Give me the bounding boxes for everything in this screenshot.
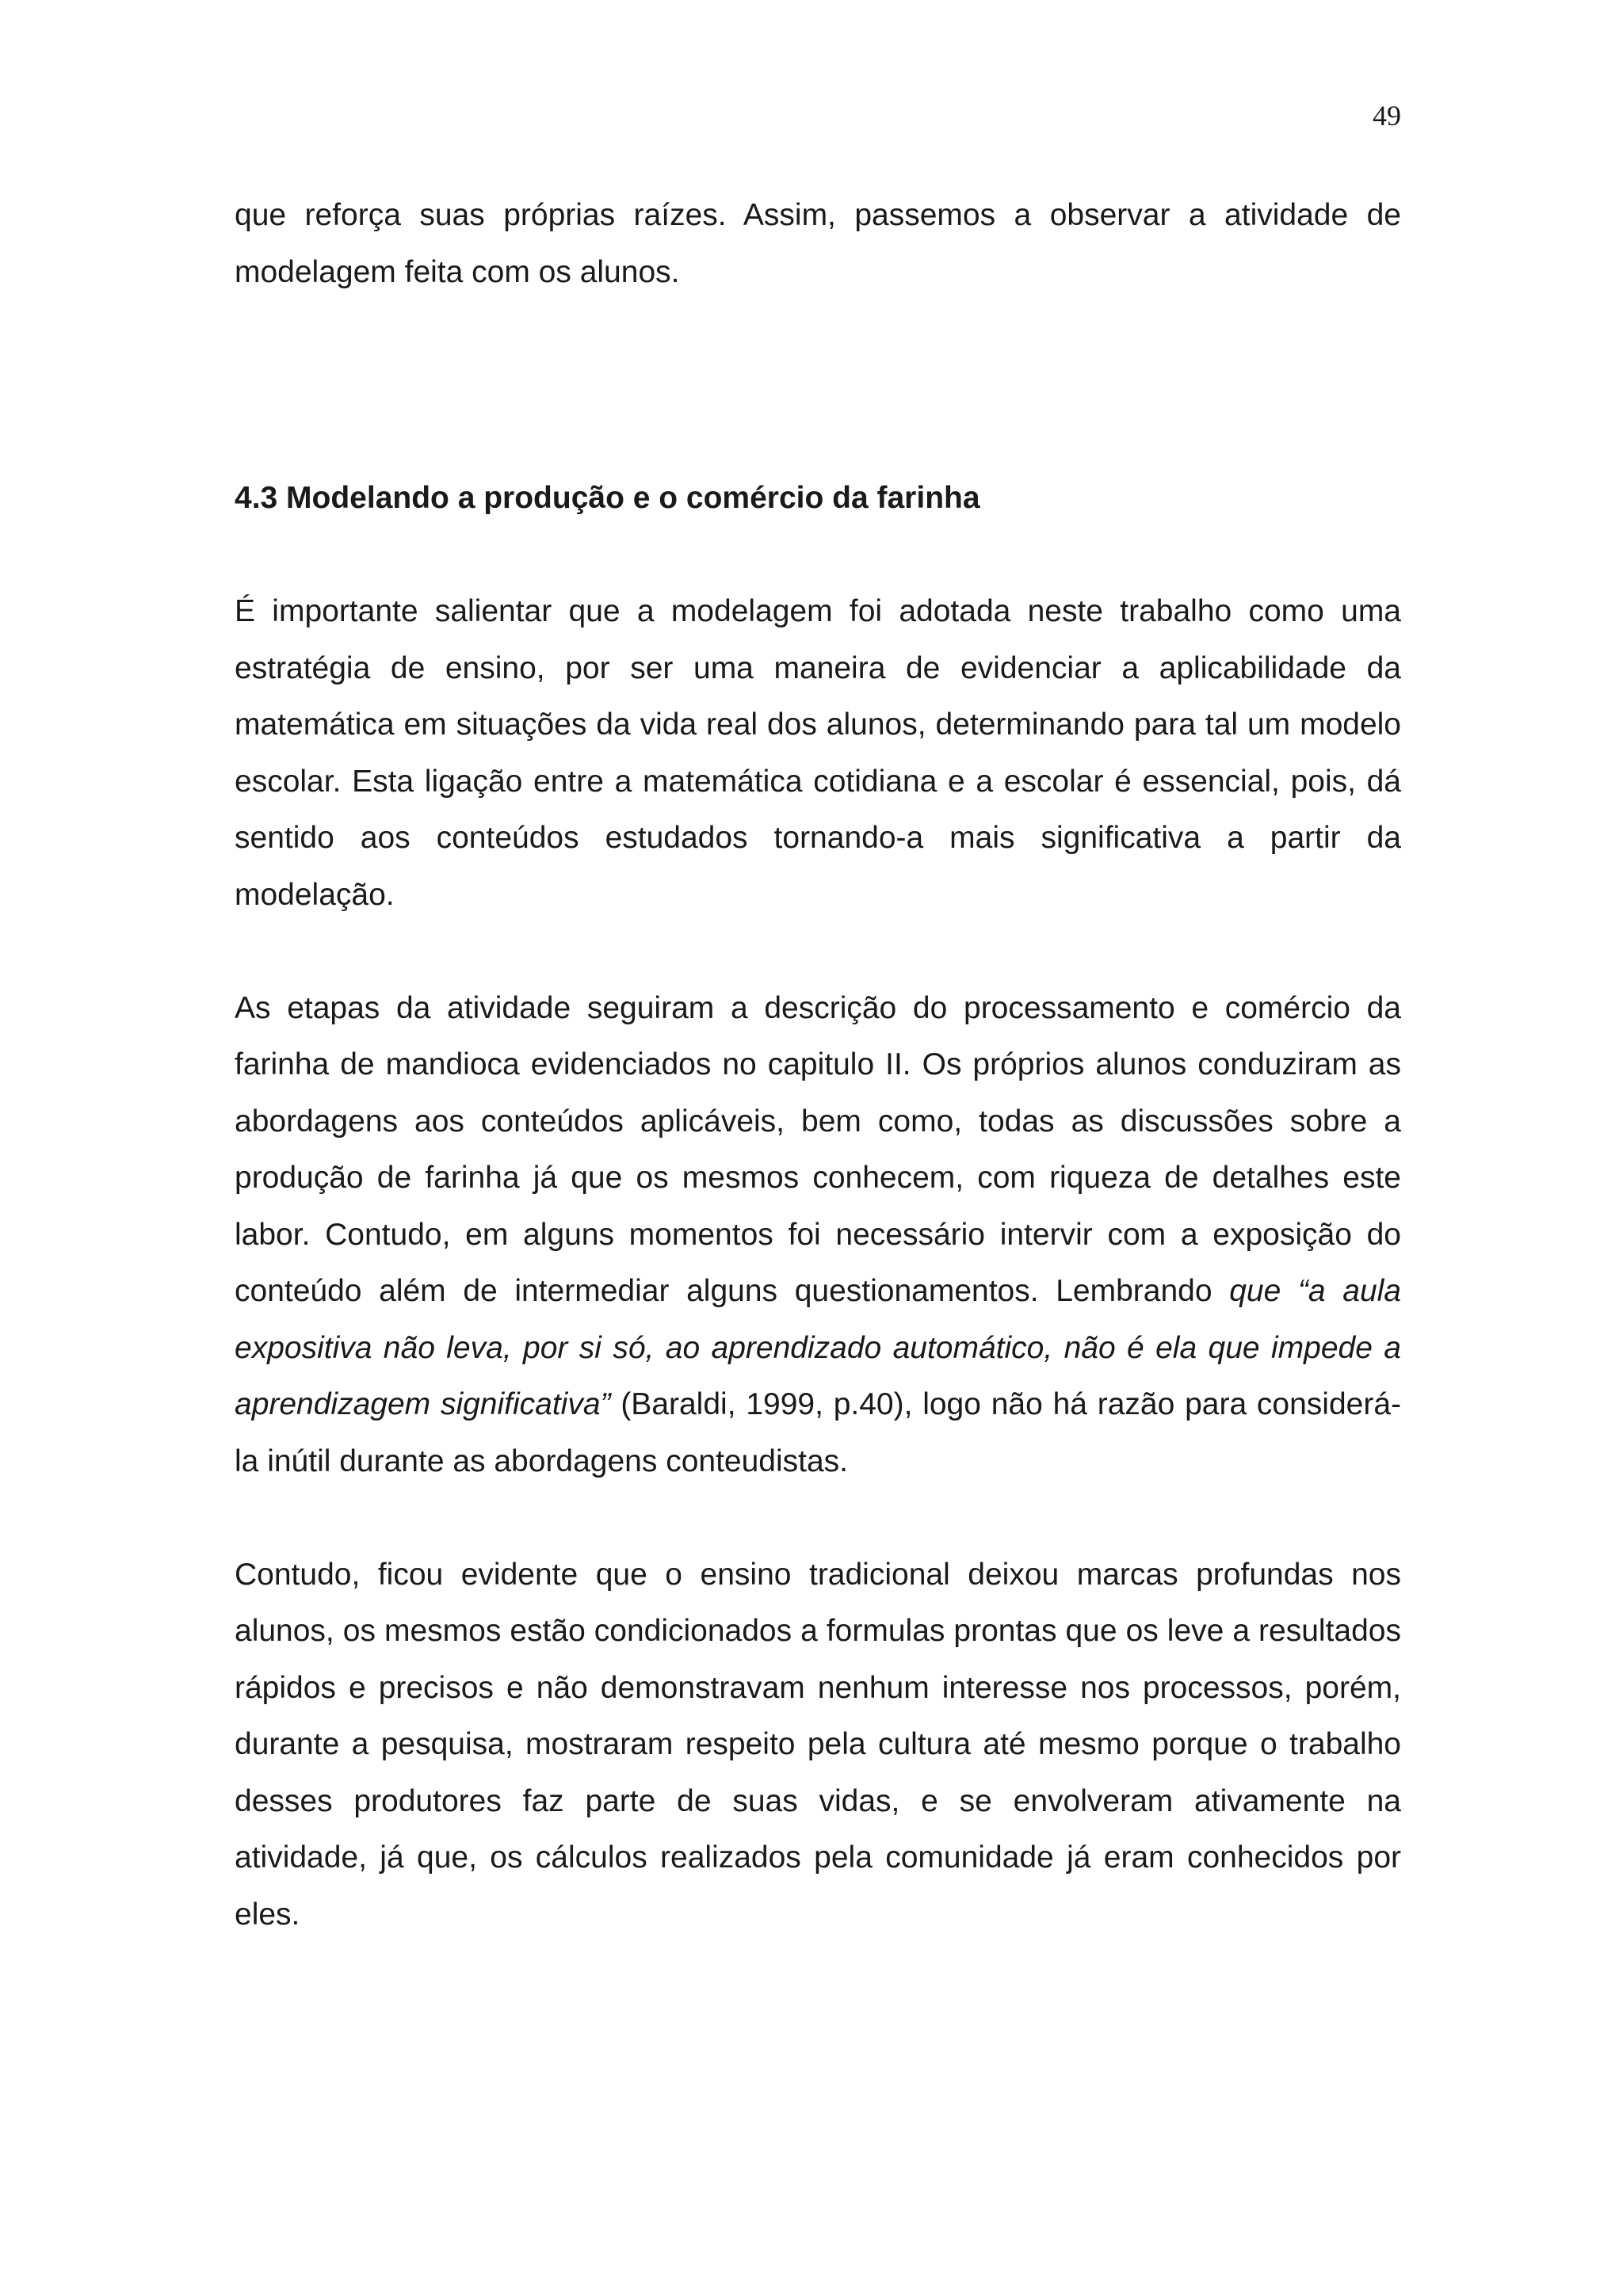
paragraph-modelagem: É importante salientar que a modelagem foi adotada neste trabalho como uma estratégia de ensino, por ser uma maneira de evidenciar a aplicabilidade da matemática em situações da vida real dos alunos, determinando para tal um modelo escolar. Esta ligação entre a matemática cotidiana e a escolar é essencial, pois, dá sentido aos conteúdos estudados tornando-a mais significativa a partir da modelação.: [235, 594, 1401, 912]
paragraph-etapas-text: As etapas da atividade seguiram a descrição do processamento e comércio da farinha de mandioca evidenciados no capitulo II. Os próprios alunos conduziram as abordagens aos conteúdos aplicáveis, bem como, todas as discussões sobre a produção de farinha já que os mesmos conhecem, com riqueza de detalhes este labor. Contudo, em alguns momentos foi necessário intervir com a exposição do conteúdo além de intermediar alguns questionamentos. Lembrando: [235, 990, 1401, 1308]
paragraph-contudo: Contudo, ficou evidente que o ensino tradicional deixou marcas profundas nos alunos, os mesmos estão condicionados a formulas prontas que os leve a resultados rápidos e precisos e não demonstravam nenhum interesse nos processos, porém, durante a pesquisa, mostraram respeito pela cultura até mesmo porque o trabalho desses produtores faz parte de suas vidas, e se envolveram ativamente na atividade, já que, os cálculos realizados pela comunidade já eram conhecidos por eles.: [235, 1557, 1401, 1932]
quote-baraldi: que “a aula expositiva não leva, por si só, ao aprendizado automático, não é ela que impede a aprendizagem significativa”: [235, 1274, 1401, 1421]
page-number: 49: [1373, 100, 1401, 132]
paragraph-intro: que reforça suas próprias raízes. Assim, passemos a observar a atividade de modelagem feita com os alunos.: [235, 198, 1401, 289]
paragraph-etapas-citation: (Baraldi, 1999, p.40), logo não há razão para considerá-la inútil durante as abordagens conteudistas.: [235, 1387, 1402, 1478]
paragraph-etapas: [235, 980, 1401, 1490]
section-heading: 4.3 Modelando a produção e o comércio da farinha: [235, 481, 980, 515]
page-body: [235, 187, 1401, 1943]
